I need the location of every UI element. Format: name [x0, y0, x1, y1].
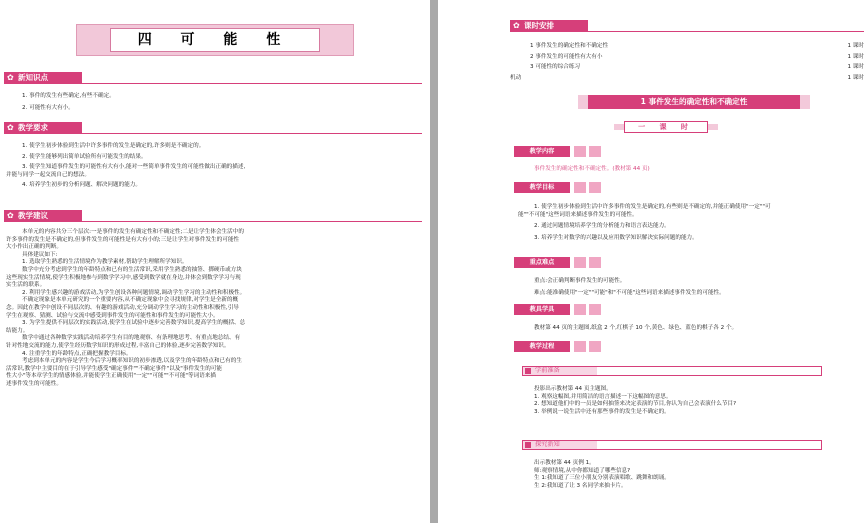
tag-teaching-goals: 教学目标 — [514, 182, 570, 193]
schedule-row — [530, 64, 864, 72]
text-line: 并能与同学一起交流自己的想法。 — [6, 171, 90, 178]
text-line: 1. 观察这幅图,并用简洁的语言描述一下这幅图的意思。 — [534, 393, 672, 400]
explore-text — [534, 460, 670, 490]
star-icon: ✿ — [513, 21, 520, 30]
goals-text — [518, 204, 771, 242]
text-line: 3. 举例说一说生活中还有那些事件的发生是不确定的。 — [534, 408, 670, 415]
section-header-new-points — [4, 72, 82, 84]
schedule-row — [530, 54, 864, 62]
text-line: 能""不可能"这些词语来描述事件发生的可能性。 — [518, 211, 638, 218]
star-icon: ✿ — [7, 123, 14, 132]
text-line: 1. 事件的发生有些确定,有些不确定。 — [22, 93, 115, 99]
step-title: 学前准备 — [535, 367, 560, 374]
section-rule — [588, 31, 864, 32]
text-line: 2. 想知道他们中的一员是如何抽签来决定表演的节目,你认为自己会表演什么节目? — [534, 401, 737, 408]
square-icon — [525, 442, 531, 448]
tag-teaching-content: 教学内容 — [514, 146, 570, 157]
text-line: 出示教材第 44 页例 1。 — [534, 460, 595, 466]
text-line: 难点:能准确使用"一定""可能"和"不可能"这些词语来描述事件发生的可能性。 — [534, 289, 725, 296]
tag-decoration — [589, 146, 601, 157]
schedule-hours: 1 课时 — [847, 43, 864, 49]
section-rule — [82, 133, 422, 134]
tag-key-points: 重点难点 — [514, 257, 570, 268]
tools-text: 教材第 44 页的主题图,纸盒 2 个,红棋子 10 个,黄色、绿色、蓝色的棋子各 2 个。 — [534, 325, 738, 331]
schedule-hours: 1 课时 — [847, 74, 864, 81]
section-title: 教学建议 — [18, 211, 48, 220]
step-label — [523, 441, 597, 449]
text-line: 实生活的联系。 — [6, 282, 46, 289]
key-text — [534, 278, 725, 297]
schedule-item: 机动 — [510, 74, 522, 81]
tag-decoration — [589, 304, 601, 315]
star-icon: ✿ — [7, 73, 14, 82]
schedule-row — [530, 43, 864, 51]
section-title: 教学要求 — [18, 123, 48, 132]
tag-decoration — [574, 257, 586, 268]
text-line: 重点:会正确判断事件发生的可能性。 — [534, 278, 626, 284]
text-line: 1. 使学生初步体验到生活中许多事件的发生是确定的,有些则是不确定的,并能正确使用"一定""可 — [534, 204, 771, 210]
page-title: 四 可 能 性 — [110, 28, 320, 52]
text-line: 不确定现象是本单元研究的一个重要内容,从不确定现象中会寻找规律,对学生是全新的概 — [22, 297, 239, 304]
text-line: 学生在观察、猜测、试验与交流中感受到事件发生的可能性和事件发生的可能性大小。 — [6, 312, 219, 319]
schedule-list — [510, 43, 864, 82]
text-line: 1. 使学生初步体验到生活中许多事件的发生是确定的,许多则是不确定的。 — [22, 143, 205, 149]
text-line: 性大小"等本章学生的情感体验,并能使学生正确使用"一定""可能""不可能"等词语来描 — [6, 373, 216, 380]
text-line: 2. 利用学生感兴趣的游戏活动,为学生创设各种问题情境,调动学生学习的主动性和积极性。 — [22, 289, 246, 296]
section-header-requirements — [4, 122, 82, 134]
text-line: 生 1:我知道了三位小朋友分别表演唱歌、跳舞和朗诵。 — [534, 475, 670, 482]
square-icon — [525, 368, 531, 374]
text-line: 本单元的内容共分三个层次:一是事件的发生有确定性和不确定性;二是让学生体会生活中的 — [22, 229, 244, 235]
text-line: 具体建议如下: — [22, 251, 58, 258]
text-line: 针对性地交流的能力,使学生经历数学知识的形成过程,丰富自己的体验,逐步完善数学知识。 — [6, 342, 230, 349]
schedule-hours: 1 课时 — [847, 53, 864, 60]
text-line: 3. 使学生知道事件发生的可能性有大有小,能对一些简单事件发生的可能性做出正确的描述, — [22, 164, 246, 171]
text-line: 1. 选取学生熟悉的生活情境作为教学素材,帮助学生理解所学知识。 — [22, 259, 188, 266]
tag-tools: 教具学具 — [514, 304, 570, 315]
section-rule — [82, 221, 422, 222]
step-explore — [522, 440, 822, 450]
section-title: 新知识点 — [18, 73, 48, 82]
tag-process: 教学过程 — [514, 341, 570, 352]
schedule-item: 1 事件发生的确定性和不确定性 — [530, 43, 609, 49]
section-header-suggestions — [4, 210, 82, 222]
tag-decoration — [589, 182, 601, 193]
left-page — [0, 0, 430, 523]
text-line: 投影出示教材第 44 页主题图。 — [534, 386, 612, 392]
text-line: 述事件发生的可能性。 — [6, 380, 62, 387]
step-label — [523, 367, 597, 375]
lesson-title: 1 事件发生的确定性和不确定性 — [588, 95, 800, 109]
text-line: 考虑到本单元的内容是学生今后学习概率知识的初步渗透,以及学生的年龄特点和已有的生 — [22, 358, 242, 365]
text-line: 念。因此在教学中创设不同层次的、有趣的游戏活动,充分调动学生学习的主动性和积极性,引导 — [6, 304, 239, 311]
section-body-suggestions — [6, 229, 245, 388]
tag-decoration — [574, 304, 586, 315]
section-rule — [82, 83, 422, 84]
text-line: 数学中充分考虑到学生的年龄特点和已有的生活常识,采用学生熟悉的抽签、掷硬币或方块 — [22, 266, 242, 273]
text-line: 这些现实生活情境,使学生积极地参与到数学学习中,感受到数学就在身边,并体会到数学学习与现 — [6, 274, 241, 281]
schedule-item: 3 可能性的综合练习 — [530, 64, 581, 71]
text-line: 数学中通过各种数学实践活动培养学生有目的地观察、有条理地思考、有重点地总结、有 — [22, 335, 241, 342]
text-line: 2. 通过问题情境培养学生的分析能力和语言表达能力。 — [534, 223, 670, 230]
content-text: 事件发生的确定性和不确定性。(教材第 44 页) — [534, 166, 650, 172]
text-line: 生 2:我知道了让 3 名同学来抽卡片。 — [534, 482, 627, 489]
lesson-subtitle: 一 课 时 — [624, 121, 708, 133]
text-line: 大小作出正确的判断。 — [6, 244, 62, 251]
text-line: 3. 培养学生对数学的兴趣以及应用数学知识解决实际问题的能力。 — [534, 234, 698, 241]
schedule-item: 2 事件发生的可能性有大有小 — [530, 53, 603, 60]
text-line: 许多事件的发生是不确定的,但事件发生的可能性是有大有小的;三是让学生对事件发生的可能性 — [6, 236, 240, 243]
text-line: 2. 可能性有大有小。 — [22, 104, 74, 111]
right-page — [438, 0, 868, 523]
step-prep — [522, 366, 822, 376]
text-line: 结能力。 — [6, 327, 29, 334]
tag-decoration — [574, 341, 586, 352]
section-title: 课时安排 — [524, 21, 554, 30]
text-line: 4. 注重学生的年龄特点,正确把握教学目标。 — [22, 350, 132, 357]
text-line: 3. 为学生提供不同层次的实践活动,使学生在试验中逐步完善数学知识,提高学生的概括、总 — [22, 320, 246, 327]
tag-decoration — [589, 257, 601, 268]
schedule-row — [510, 75, 864, 83]
text-line: 师:观察情境,从中你都知道了哪些信息? — [534, 467, 631, 474]
section-body-new-points — [22, 93, 115, 112]
section-body-requirements — [6, 143, 246, 190]
tag-decoration — [574, 146, 586, 157]
text-line: 2. 使学生能够列出简单试验所有可能发生的结果。 — [22, 153, 147, 160]
text-line: 活常识,教学中主要目的在于引导学生感受"确定事件""不确定事件"以及"事件发生的可能 — [6, 365, 223, 372]
step-title: 探究新知 — [535, 441, 560, 448]
schedule-hours: 1 课时 — [847, 64, 864, 71]
star-icon: ✿ — [7, 211, 14, 220]
text-line: 4. 培养学生初步的分析问题、解决问题的能力。 — [22, 182, 141, 189]
tag-decoration — [589, 341, 601, 352]
prep-text — [534, 386, 736, 416]
section-header-schedule — [510, 20, 588, 32]
tag-decoration — [574, 182, 586, 193]
